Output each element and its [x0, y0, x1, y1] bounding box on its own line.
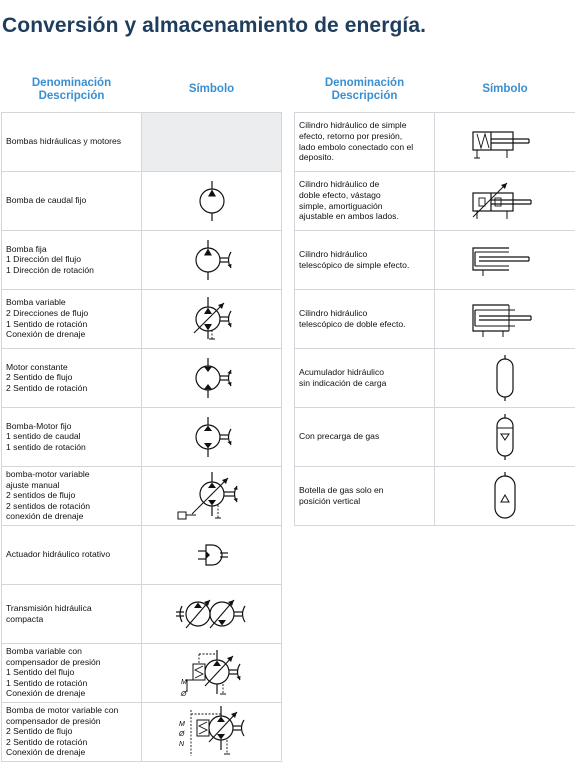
table-row: [2, 643, 282, 702]
table-row: [295, 348, 575, 407]
telescopic-double-cylinder-icon: [465, 299, 545, 339]
left-header-denomination: [2, 73, 142, 106]
table-row: [295, 230, 575, 289]
page-title: Conversión y almacenamiento de energía.: [2, 14, 427, 37]
fixed-pump-one-direction-icon: [182, 238, 242, 282]
gas-precharge-accumulator-icon: [485, 412, 525, 462]
rotary-actuator-icon: [182, 537, 242, 573]
row-description: Cilindro hidráulico de simple efecto, retorno por presión, lado embolo conectado con el deposito.: [295, 112, 435, 171]
left-symbol-table: [1, 73, 282, 762]
compact-transmission-icon: [172, 594, 252, 634]
row-description: Cilindro hidráulico telescópico de simple efecto.: [295, 230, 435, 289]
variable-pump-icon: [182, 295, 242, 343]
row-description: Bomba fija 1 Dirección del flujo 1 Dirección de rotación: [2, 230, 142, 289]
table-row: [2, 584, 282, 643]
right-header-symbol: Símbolo: [482, 83, 528, 95]
table-row: [2, 407, 282, 466]
row-description: Actuador hidráulico rotativo: [2, 525, 142, 584]
variable-pump-motor-icon: [172, 470, 252, 522]
table-row: [295, 407, 575, 466]
gas-bottle-icon: [485, 470, 525, 522]
row-description: Cilindro hidráulico telescópico de doble efecto.: [295, 289, 435, 348]
left-header-desc: Descripción: [38, 89, 105, 102]
accumulator-icon: [485, 353, 525, 403]
row-description: Cilindro hidráulico de doble efecto, vástago simple, amortiguación ajustable en ambos lados.: [295, 171, 435, 230]
row-description: Bomba variable con compensador de presión 1 Sentido del flujo 1 Sentido de rotación Conexión de drenaje: [2, 643, 142, 702]
right-header-name: Denominación: [324, 76, 405, 89]
row-description: bomba-motor variable ajuste manual 2 sentidos de flujo 2 sentidos de rotación conexión de drenaje: [2, 466, 142, 525]
table-row: [295, 289, 575, 348]
fixed-pump-icon: [182, 179, 242, 223]
blank-symbol-cell: [142, 112, 282, 171]
right-symbol-table: [294, 73, 575, 526]
table-row: [2, 525, 282, 584]
table-row: [295, 171, 575, 230]
label-m: M: [178, 720, 185, 728]
double-acting-cushioned-cylinder-icon: [465, 179, 545, 223]
label-n: N: [178, 740, 184, 748]
table-row: [295, 112, 575, 171]
row-description: Motor constante 2 Sentido de flujo 2 Sentido de rotación: [2, 348, 142, 407]
pump-motor-fixed-icon: [182, 415, 242, 459]
row-description: Bomba de caudal fijo: [2, 171, 142, 230]
row-description: Bomba variable 2 Direcciones de flujo 1 Sentido de rotación Conexión de drenaje: [2, 289, 142, 348]
row-description: Con precarga de gas: [295, 407, 435, 466]
table-row: [2, 466, 282, 525]
constant-motor-icon: [182, 356, 242, 400]
row-description: Transmisión hidráulica compacta: [2, 584, 142, 643]
single-acting-cylinder-icon: [465, 122, 545, 162]
row-description: Botella de gas solo en posición vertical: [295, 466, 435, 525]
table-row: [2, 171, 282, 230]
row-description: Bombas hidráulicas y motores: [2, 112, 142, 171]
pressure-compensated-pump-motor-icon: [167, 704, 257, 760]
table-row: [2, 348, 282, 407]
left-header-symbol: Símbolo: [188, 83, 235, 95]
pressure-compensated-pump-icon: [167, 646, 257, 700]
table-row: [295, 466, 575, 525]
label-m: M: [180, 678, 187, 686]
row-description: Bomba-Motor fijo 1 sentido de caudal 1 sentido de rotación: [2, 407, 142, 466]
telescopic-single-cylinder-icon: [465, 240, 545, 280]
table-row: [2, 702, 282, 761]
left-header-name: Denominación: [31, 76, 112, 89]
right-header-denomination: [295, 73, 435, 106]
table-row: [2, 230, 282, 289]
right-header-desc: Descripción: [331, 89, 398, 102]
table-row: [2, 112, 282, 171]
row-description: Acumulador hidráulico sin indicación de carga: [295, 348, 435, 407]
table-row: [2, 289, 282, 348]
row-description: Bomba de motor variable con compensador de presión 2 Sentido de flujo 2 Sentido de rotación Conexión de drenaje: [2, 702, 142, 761]
label-phi: Ø: [180, 690, 186, 698]
label-phi: Ø: [178, 730, 184, 738]
